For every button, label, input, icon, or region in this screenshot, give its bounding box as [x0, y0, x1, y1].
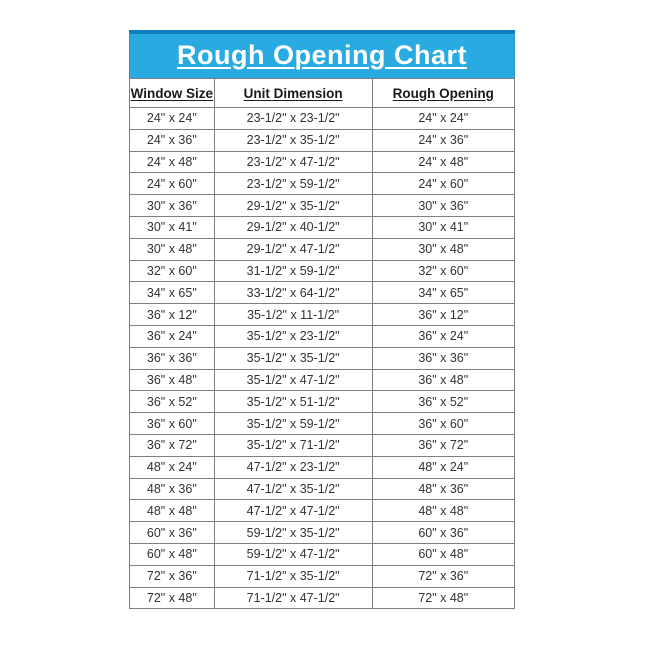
table-cell: 29-1/2" x 47-1/2" [214, 238, 372, 260]
table-row [130, 478, 515, 500]
table-cell: 60" x 48" [130, 543, 215, 565]
table-cell: 35-1/2" x 35-1/2" [214, 347, 372, 369]
table-cell: 36" x 72" [372, 434, 514, 456]
table-cell: 72" x 48" [130, 587, 215, 609]
table-cell: 71-1/2" x 47-1/2" [214, 587, 372, 609]
table-cell: 29-1/2" x 40-1/2" [214, 216, 372, 238]
table-cell: 34" x 65" [130, 282, 215, 304]
table-cell: 30" x 48" [372, 238, 514, 260]
table-row [130, 500, 515, 522]
table-cell: 48" x 36" [372, 478, 514, 500]
table-row [130, 434, 515, 456]
table-cell: 72" x 36" [372, 565, 514, 587]
table-body [130, 108, 515, 609]
table-header-row [130, 79, 515, 108]
table-cell: 30" x 48" [130, 238, 215, 260]
table-cell: 32" x 60" [372, 260, 514, 282]
table-cell: 60" x 48" [372, 543, 514, 565]
table-cell: 48" x 24" [130, 456, 215, 478]
table-cell: 23-1/2" x 59-1/2" [214, 173, 372, 195]
rough-opening-table [129, 78, 515, 609]
table-cell: 35-1/2" x 23-1/2" [214, 325, 372, 347]
table-cell: 33-1/2" x 64-1/2" [214, 282, 372, 304]
table-cell: 36" x 48" [372, 369, 514, 391]
table-cell: 36" x 36" [372, 347, 514, 369]
table-cell: 59-1/2" x 47-1/2" [214, 543, 372, 565]
table-row [130, 260, 515, 282]
table-cell: 36" x 12" [130, 304, 215, 326]
table-cell: 72" x 36" [130, 565, 215, 587]
table-row [130, 325, 515, 347]
table-cell: 48" x 24" [372, 456, 514, 478]
table-row [130, 543, 515, 565]
table-cell: 36" x 24" [130, 325, 215, 347]
table-cell: 71-1/2" x 35-1/2" [214, 565, 372, 587]
table-row [130, 456, 515, 478]
table-cell: 23-1/2" x 47-1/2" [214, 151, 372, 173]
table-row [130, 413, 515, 435]
table-cell: 47-1/2" x 23-1/2" [214, 456, 372, 478]
table-row [130, 587, 515, 609]
table-cell: 24" x 36" [372, 129, 514, 151]
column-header-unit-dimension: Unit Dimension [214, 79, 372, 108]
table-cell: 23-1/2" x 35-1/2" [214, 129, 372, 151]
table-row [130, 129, 515, 151]
table-cell: 59-1/2" x 35-1/2" [214, 522, 372, 544]
table-cell: 24" x 24" [372, 108, 514, 130]
table-cell: 35-1/2" x 11-1/2" [214, 304, 372, 326]
table-cell: 36" x 60" [130, 413, 215, 435]
table-cell: 36" x 12" [372, 304, 514, 326]
table-cell: 24" x 48" [130, 151, 215, 173]
table-row [130, 347, 515, 369]
table-row [130, 522, 515, 544]
table-row [130, 195, 515, 217]
table-cell: 36" x 60" [372, 413, 514, 435]
table-cell: 36" x 72" [130, 434, 215, 456]
table-cell: 29-1/2" x 35-1/2" [214, 195, 372, 217]
table-row [130, 173, 515, 195]
rough-opening-chart [129, 30, 515, 609]
table-cell: 36" x 24" [372, 325, 514, 347]
table-cell: 30" x 41" [372, 216, 514, 238]
title-band [129, 30, 515, 78]
table-cell: 36" x 52" [130, 391, 215, 413]
table-cell: 31-1/2" x 59-1/2" [214, 260, 372, 282]
table-cell: 34" x 65" [372, 282, 514, 304]
table-cell: 35-1/2" x 71-1/2" [214, 434, 372, 456]
table-row [130, 216, 515, 238]
table-cell: 24" x 24" [130, 108, 215, 130]
table-cell: 48" x 48" [130, 500, 215, 522]
table-row [130, 238, 515, 260]
table-row [130, 108, 515, 130]
page-title: Rough Opening Chart [177, 39, 467, 70]
table-cell: 48" x 48" [372, 500, 514, 522]
table-cell: 72" x 48" [372, 587, 514, 609]
table-cell: 60" x 36" [372, 522, 514, 544]
table-cell: 30" x 36" [130, 195, 215, 217]
table-cell: 36" x 48" [130, 369, 215, 391]
table-cell: 47-1/2" x 35-1/2" [214, 478, 372, 500]
table-cell: 32" x 60" [130, 260, 215, 282]
table-cell: 24" x 48" [372, 151, 514, 173]
column-header-rough-opening: Rough Opening [372, 79, 514, 108]
table-cell: 30" x 41" [130, 216, 215, 238]
table-cell: 23-1/2" x 23-1/2" [214, 108, 372, 130]
table-row [130, 304, 515, 326]
table-row [130, 369, 515, 391]
table-cell: 30" x 36" [372, 195, 514, 217]
table-cell: 24" x 60" [372, 173, 514, 195]
table-row [130, 282, 515, 304]
table-row [130, 391, 515, 413]
table-cell: 35-1/2" x 51-1/2" [214, 391, 372, 413]
table-cell: 48" x 36" [130, 478, 215, 500]
table-row [130, 151, 515, 173]
table-cell: 36" x 36" [130, 347, 215, 369]
table-cell: 24" x 36" [130, 129, 215, 151]
table-cell: 24" x 60" [130, 173, 215, 195]
table-cell: 36" x 52" [372, 391, 514, 413]
table-cell: 35-1/2" x 59-1/2" [214, 413, 372, 435]
column-header-window-size: Window Size [130, 79, 215, 108]
table-row [130, 565, 515, 587]
table-cell: 35-1/2" x 47-1/2" [214, 369, 372, 391]
table-cell: 60" x 36" [130, 522, 215, 544]
table-cell: 47-1/2" x 47-1/2" [214, 500, 372, 522]
